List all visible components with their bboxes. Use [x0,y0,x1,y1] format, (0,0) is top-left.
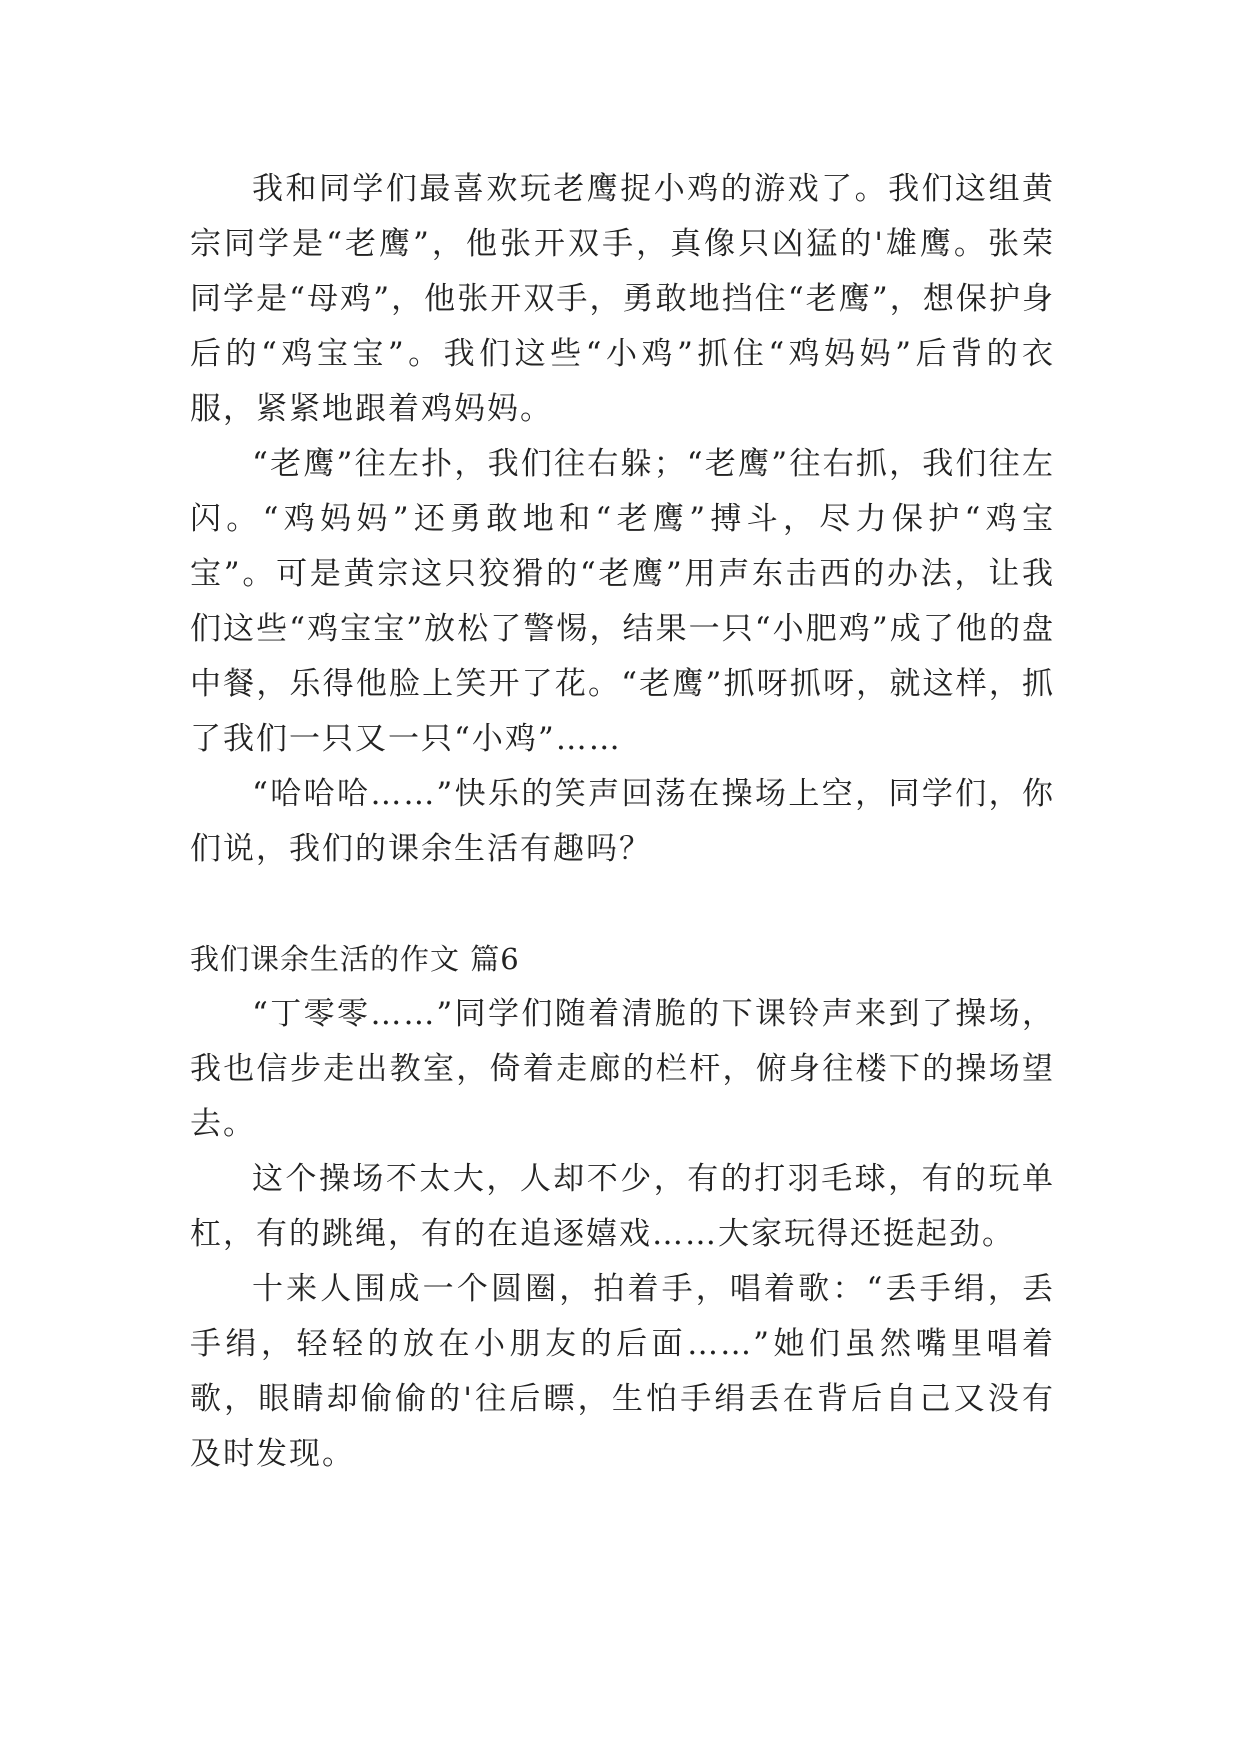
paragraph: 我和同学们最喜欢玩老鹰捉小鸡的游戏了。我们这组黄宗同学是“老鹰”，他张开双手，真像只凶猛的'雄鹰。张荣同学是“母鸡”，他张开双手，勇敢地挡住“老鹰”，想保护身后的“鸡宝宝”。我们这些“小鸡”抓住“鸡妈妈”后背的衣服，紧紧地跟着鸡妈妈。 [190,171,1055,427]
document-page [190,162,1055,1482]
paragraph: 十来人围成一个圆圈，拍着手，唱着歌：“丢手绢，丢手绢，轻轻的放在小朋友的后面……”她们虽然嘴里唱着歌，眼睛却偷偷的'往后瞟，生怕手绢丢在背后自己又没有及时发现。 [190,1271,1055,1472]
paragraph: 这个操场不太大，人却不少，有的打羽毛球，有的玩单杠，有的跳绳，有的在追逐嬉戏……大家玩得还挺起劲。 [190,1161,1055,1252]
paragraph: “丁零零……”同学们随着清脆的下课铃声来到了操场，我也信步走出教室，倚着走廊的栏杆，俯身往楼下的操场望去。 [190,996,1055,1142]
section-heading: 我们课余生活的作文 篇6 [190,942,520,976]
section-spacer [190,877,1055,932]
paragraph: “老鹰”往左扑，我们往右躲；“老鹰”往右抓，我们往左闪。“鸡妈妈”还勇敢地和“老鹰”搏斗，尽力保护“鸡宝宝”。可是黄宗这只狡猾的“老鹰”用声东击西的办法，让我们这些“鸡宝宝”放松了警惕，结果一只“小肥鸡”成了他的盘中餐，乐得他脸上笑开了花。“老鹰”抓呀抓呀，就这样，抓了我们一只又一只“小鸡”…… [190,446,1055,757]
paragraph: “哈哈哈……”快乐的笑声回荡在操场上空，同学们，你们说，我们的课余生活有趣吗？ [190,776,1055,867]
